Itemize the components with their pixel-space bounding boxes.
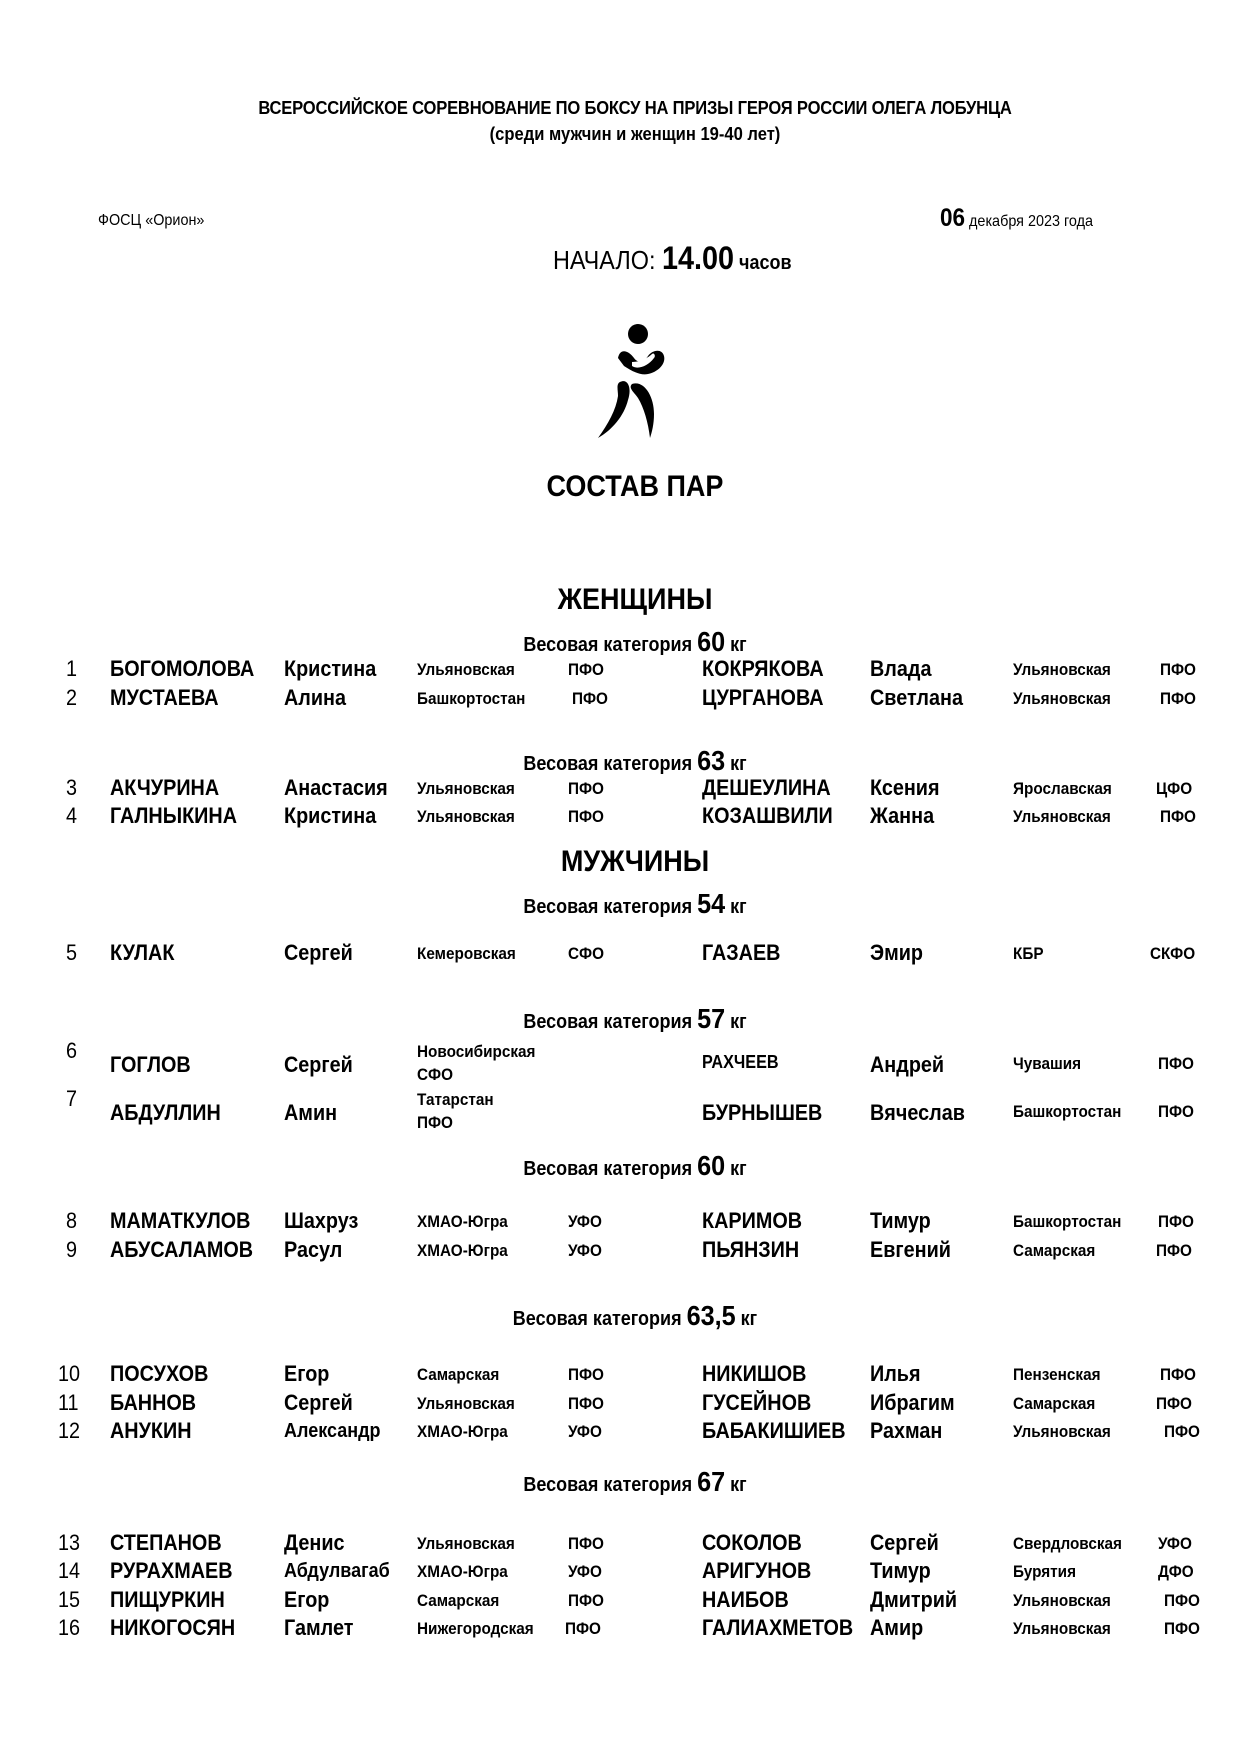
red-name: Абдулвагаб	[284, 1560, 390, 1582]
red-name: Кристина	[284, 803, 377, 828]
blue-district: ПФО	[1164, 1422, 1200, 1441]
blue-district: ПФО	[1160, 660, 1196, 679]
blue-surname: АРИГУНОВ	[702, 1558, 812, 1583]
red-district: ПФО	[568, 1591, 604, 1610]
blue-district: ПФО	[1156, 1241, 1192, 1260]
red-name: Денис	[284, 1530, 345, 1555]
blue-region: Пензенская	[1013, 1365, 1101, 1384]
bout-number: 16	[58, 1615, 81, 1640]
red-region: Кемеровская	[417, 944, 516, 963]
boxer-pictogram-icon	[596, 318, 686, 440]
red-surname: АКЧУРИНА	[110, 775, 220, 800]
blue-name: Вячеслав	[870, 1100, 965, 1125]
weight-value: 54	[697, 888, 726, 919]
red-surname: БОГОМОЛОВА	[110, 656, 255, 681]
weight-label: Весовая категория	[523, 634, 698, 656]
red-name: Шахруз	[284, 1208, 359, 1233]
bout-number: 13	[58, 1530, 81, 1555]
blue-region: Бурятия	[1013, 1562, 1077, 1581]
red-region: Ульяновская	[417, 660, 515, 679]
start-label: НАЧАЛО:	[553, 245, 662, 275]
red-region-stack	[417, 1088, 494, 1134]
blue-region: Ульяновская	[1013, 1619, 1111, 1638]
bout-row	[0, 1237, 1241, 1265]
red-region: Ульяновская	[417, 1394, 515, 1413]
red-region: Самарская	[417, 1591, 500, 1610]
red-district: ПФО	[417, 1113, 453, 1132]
bout-number: 4	[66, 803, 78, 828]
red-surname: АБУСАЛАМОВ	[110, 1237, 254, 1262]
bout-row	[0, 1530, 1241, 1558]
red-district: СФО	[568, 944, 605, 963]
blue-name: Ибрагим	[870, 1390, 955, 1415]
bout-row	[0, 1587, 1241, 1615]
date-day: 06	[940, 204, 966, 232]
bout-row	[0, 1208, 1241, 1236]
bout-row	[0, 1615, 1241, 1643]
red-district: СФО	[417, 1065, 454, 1084]
bout-row	[0, 1040, 1241, 1090]
bout-row	[0, 685, 1241, 713]
weight-label: Весовая категория	[512, 1308, 687, 1330]
weight-unit: кг	[730, 1011, 747, 1033]
red-district: ПФО	[572, 689, 608, 708]
blue-name: Рахман	[870, 1418, 943, 1443]
weight-category-heading	[64, 745, 1207, 777]
red-district: УФО	[568, 1422, 602, 1441]
red-region: ХМАО-Югра	[417, 1562, 508, 1581]
red-region: ХМАО-Югра	[417, 1422, 508, 1441]
red-surname: ГАЛНЫКИНА	[110, 803, 238, 828]
weight-label: Весовая категория	[523, 1011, 698, 1033]
blue-region: Самарская	[1013, 1394, 1096, 1413]
red-district: УФО	[568, 1241, 602, 1260]
bout-row	[0, 656, 1241, 684]
red-surname: МУСТАЕВА	[110, 685, 219, 710]
red-name: Егор	[284, 1587, 330, 1612]
red-district: ПФО	[568, 1394, 604, 1413]
blue-region: КБР	[1013, 944, 1044, 963]
blue-region: Ярославская	[1013, 779, 1112, 798]
red-name: Кристина	[284, 656, 377, 681]
red-name: Амин	[284, 1100, 338, 1125]
bout-number: 12	[58, 1418, 81, 1443]
blue-surname: НАИБОВ	[702, 1587, 789, 1612]
red-surname: БАННОВ	[110, 1390, 197, 1415]
weight-unit: кг	[730, 753, 747, 775]
red-district: ПФО	[568, 660, 604, 679]
blue-region: Чувашия	[1013, 1054, 1082, 1073]
blue-region: Ульяновская	[1013, 1422, 1111, 1441]
red-region: Башкортостан	[417, 689, 526, 708]
blue-surname: СОКОЛОВ	[702, 1530, 802, 1555]
red-name: Сергей	[284, 1390, 353, 1415]
bout-number: 7	[66, 1086, 78, 1111]
red-name: Сергей	[284, 940, 353, 965]
blue-region: Самарская	[1013, 1241, 1096, 1260]
weight-value: 60	[697, 1150, 726, 1181]
red-region: Татарстан	[417, 1090, 494, 1109]
red-region: Нижегородская	[417, 1619, 534, 1638]
bout-row	[0, 940, 1241, 968]
blue-district: ДФО	[1158, 1562, 1194, 1581]
blue-district: ПФО	[1164, 1619, 1200, 1638]
red-name: Александр	[284, 1420, 381, 1442]
red-district: ПФО	[565, 1619, 601, 1638]
blue-district: УФО	[1158, 1534, 1192, 1553]
blue-surname: ЦУРГАНОВА	[702, 685, 824, 710]
blue-name: Сергей	[870, 1530, 939, 1555]
red-region: Новосибирская	[417, 1042, 536, 1061]
weight-value: 57	[697, 1003, 726, 1034]
pairs-title: СОСТАВ ПАР	[546, 470, 724, 503]
blue-district: ПФО	[1160, 689, 1196, 708]
blue-name: Дмитрий	[870, 1587, 958, 1612]
weight-category-heading	[64, 1466, 1207, 1498]
blue-surname: РАХЧЕЕВ	[702, 1052, 779, 1072]
blue-name: Тимур	[870, 1558, 931, 1583]
red-name: Гамлет	[284, 1615, 354, 1640]
red-region-stack	[417, 1040, 535, 1086]
blue-name: Андрей	[870, 1052, 945, 1077]
blue-name: Светлана	[870, 685, 963, 710]
blue-name: Влада	[870, 656, 932, 681]
blue-name: Илья	[870, 1361, 921, 1386]
document-title: ВСЕРОССИЙСКОЕ СОРЕВНОВАНИЕ ПО БОКСУ НА ПРИЗЫ ГЕРОЯ РОССИИ ОЛЕГА ЛОБУНЦА	[258, 98, 1012, 118]
red-district: УФО	[568, 1562, 602, 1581]
red-district: ПФО	[568, 779, 604, 798]
blue-name: Амир	[870, 1615, 924, 1640]
bout-number: 14	[58, 1558, 81, 1583]
red-name: Анастасия	[284, 775, 388, 800]
red-surname: РУРАХМАЕВ	[110, 1558, 233, 1583]
bout-number: 3	[66, 775, 78, 800]
red-district: ПФО	[568, 807, 604, 826]
weight-value: 63,5	[686, 1300, 736, 1331]
blue-district: ПФО	[1158, 1102, 1194, 1121]
blue-region: Ульяновская	[1013, 660, 1111, 679]
blue-district: ПФО	[1156, 1394, 1192, 1413]
red-name: Егор	[284, 1361, 330, 1386]
blue-district: ПФО	[1164, 1591, 1200, 1610]
blue-surname: БУРНЫШЕВ	[702, 1100, 823, 1125]
red-district: УФО	[568, 1212, 602, 1231]
red-region: Ульяновская	[417, 1534, 515, 1553]
blue-district: ПФО	[1160, 807, 1196, 826]
blue-district: ПФО	[1160, 1365, 1196, 1384]
bout-number: 5	[66, 940, 78, 965]
blue-region: Башкортостан	[1013, 1212, 1122, 1231]
start-time-unit: часов	[734, 252, 792, 274]
venue: ФОСЦ «Орион»	[98, 212, 205, 229]
weight-category-heading	[64, 1300, 1207, 1332]
blue-district: ЦФО	[1156, 779, 1193, 798]
red-region: Ульяновская	[417, 807, 515, 826]
document-subtitle: (среди мужчин и женщин 19-40 лет)	[489, 124, 781, 144]
blue-name: Тимур	[870, 1208, 931, 1233]
weight-unit: кг	[730, 1158, 747, 1180]
bout-row	[0, 1558, 1241, 1586]
blue-surname: НИКИШОВ	[702, 1361, 807, 1386]
red-surname: АБДУЛЛИН	[110, 1100, 221, 1125]
blue-name: Жанна	[870, 803, 935, 828]
blue-district: ПФО	[1158, 1212, 1194, 1231]
red-surname: НИКОГОСЯН	[110, 1615, 236, 1640]
red-region: Самарская	[417, 1365, 500, 1384]
bout-number: 11	[58, 1390, 79, 1415]
blue-surname: БАБАКИШИЕВ	[702, 1418, 846, 1443]
weight-category-heading	[64, 888, 1207, 920]
section-women: ЖЕНЩИНЫ	[557, 583, 713, 616]
red-surname: АНУКИН	[110, 1418, 192, 1443]
weight-unit: кг	[730, 634, 747, 656]
bout-row	[0, 1088, 1241, 1138]
red-name: Сергей	[284, 1052, 353, 1077]
blue-district: ПФО	[1158, 1054, 1194, 1073]
bout-row	[0, 1361, 1241, 1389]
red-surname: ПИЩУРКИН	[110, 1587, 225, 1612]
red-surname: МАМАТКУЛОВ	[110, 1208, 251, 1233]
bout-row	[0, 1418, 1241, 1446]
weight-unit: кг	[740, 1308, 758, 1330]
weight-label: Весовая категория	[523, 896, 698, 918]
blue-name: Евгений	[870, 1237, 951, 1262]
bout-row	[0, 803, 1241, 831]
blue-surname: ГУСЕЙНОВ	[702, 1390, 812, 1415]
blue-surname: КОКРЯКОВА	[702, 656, 824, 681]
bout-number: 1	[66, 656, 78, 681]
blue-region: Ульяновская	[1013, 689, 1111, 708]
event-date	[940, 204, 1093, 233]
red-surname: ПОСУХОВ	[110, 1361, 209, 1386]
blue-surname: ПЬЯНЗИН	[702, 1237, 800, 1262]
blue-district: СКФО	[1150, 944, 1196, 963]
bout-number: 9	[66, 1237, 78, 1262]
weight-label: Весовая категория	[523, 1474, 698, 1496]
weight-category-heading	[64, 1003, 1207, 1035]
weight-unit: кг	[730, 1474, 747, 1496]
blue-name: Эмир	[870, 940, 924, 965]
red-name: Расул	[284, 1237, 343, 1262]
blue-region: Ульяновская	[1013, 1591, 1111, 1610]
weight-value: 60	[697, 626, 726, 657]
blue-region: Ульяновская	[1013, 807, 1111, 826]
bout-number: 2	[66, 685, 78, 710]
red-surname: КУЛАК	[110, 940, 175, 965]
blue-surname: КАРИМОВ	[702, 1208, 803, 1233]
blue-surname: ГАЛИАХМЕТОВ	[702, 1615, 854, 1640]
red-district: ПФО	[568, 1534, 604, 1553]
section-men: МУЖЧИНЫ	[560, 845, 710, 878]
bout-number: 6	[66, 1038, 78, 1063]
weight-label: Весовая категория	[523, 1158, 698, 1180]
bout-number: 15	[58, 1587, 81, 1612]
weight-label: Весовая категория	[523, 753, 698, 775]
red-name: Алина	[284, 685, 347, 710]
bout-number: 10	[58, 1361, 81, 1386]
blue-surname: ГАЗАЕВ	[702, 940, 781, 965]
weight-category-heading	[64, 626, 1207, 658]
start-time	[553, 240, 792, 277]
blue-name: Ксения	[870, 775, 940, 800]
weight-category-heading	[64, 1150, 1207, 1182]
red-region: Ульяновская	[417, 779, 515, 798]
blue-region: Свердловская	[1013, 1534, 1122, 1553]
blue-surname: КОЗАШВИЛИ	[702, 803, 833, 828]
blue-surname: ДЕШЕУЛИНА	[702, 775, 831, 800]
blue-region: Башкортостан	[1013, 1102, 1122, 1121]
bout-row	[0, 775, 1241, 803]
red-region: ХМАО-Югра	[417, 1212, 508, 1231]
weight-value: 63	[697, 745, 726, 776]
red-surname: ГОГЛОВ	[110, 1052, 191, 1077]
bout-row	[0, 1390, 1241, 1418]
start-time-value: 14.00	[661, 240, 735, 276]
date-month-year: декабря 2023 года	[965, 213, 1094, 230]
bout-number: 8	[66, 1208, 78, 1233]
red-district: ПФО	[568, 1365, 604, 1384]
weight-unit: кг	[730, 896, 747, 918]
red-region: ХМАО-Югра	[417, 1241, 508, 1260]
weight-value: 67	[697, 1466, 726, 1497]
red-surname: СТЕПАНОВ	[110, 1530, 222, 1555]
